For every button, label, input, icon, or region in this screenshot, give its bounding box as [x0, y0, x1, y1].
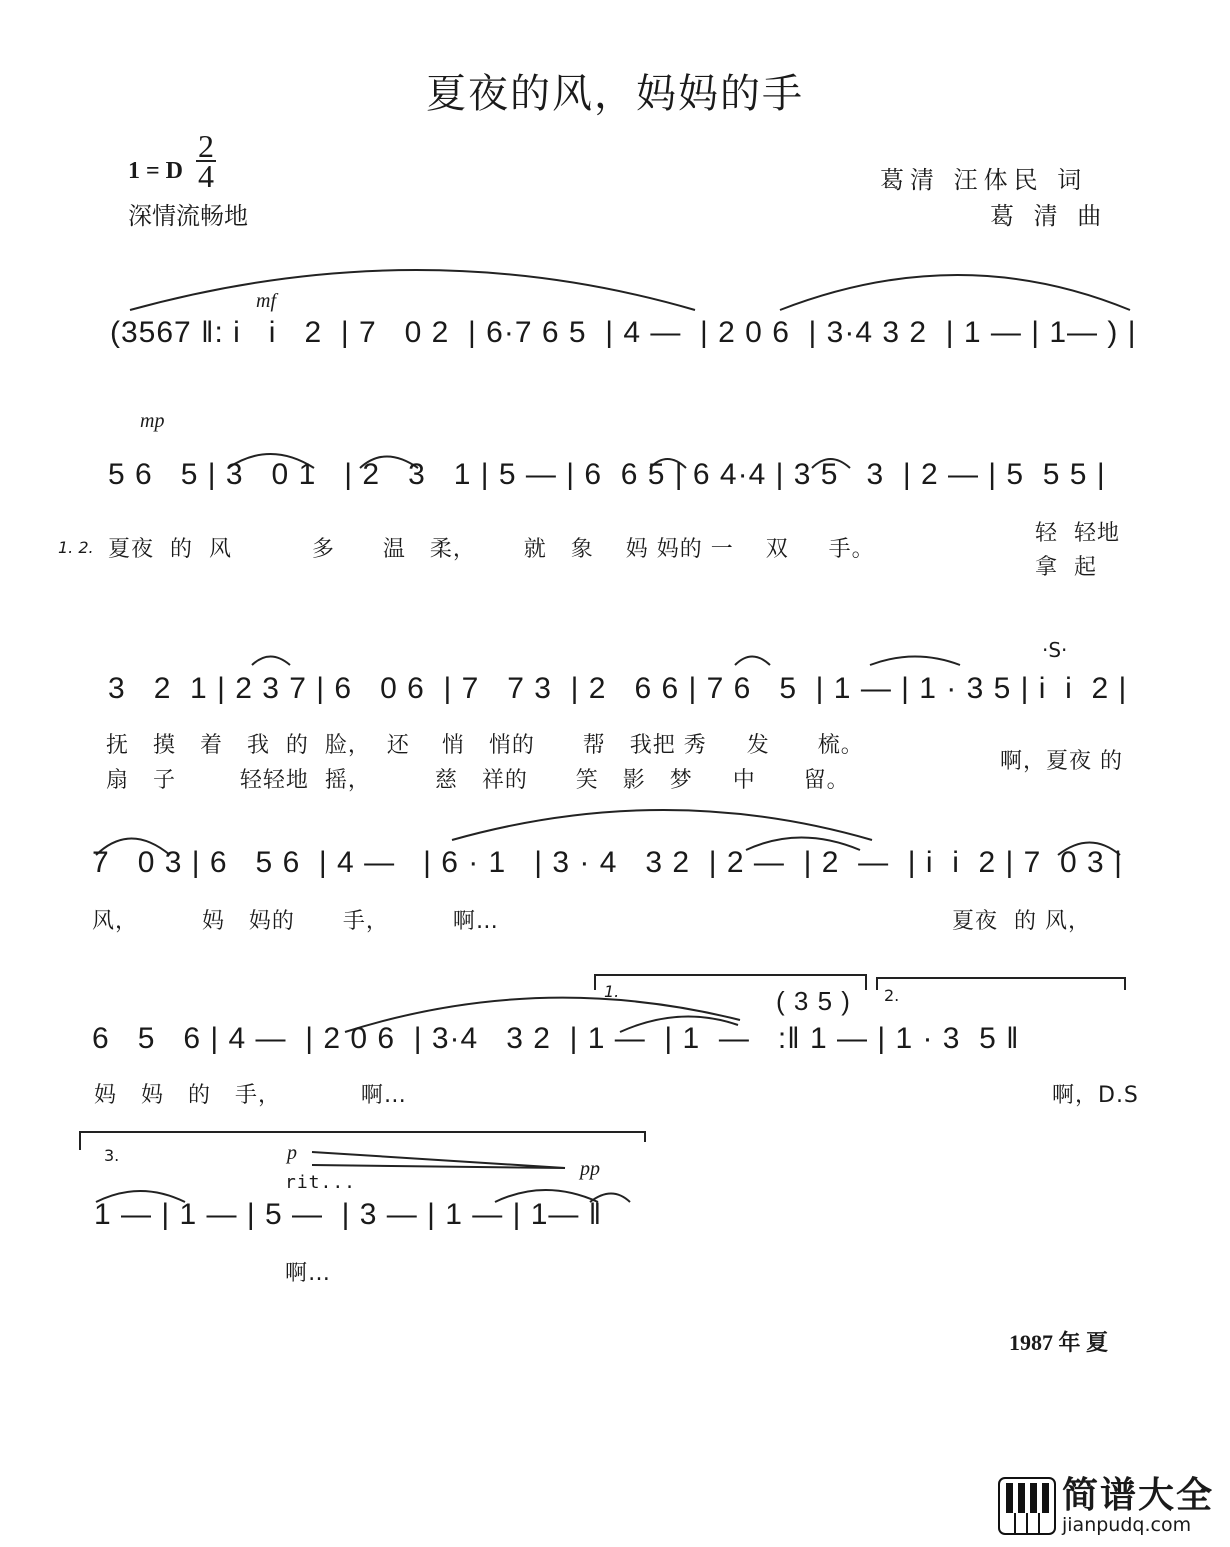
tempo-marking: 深情流畅地: [128, 202, 248, 230]
diminuendo-hairpin: [312, 1152, 565, 1168]
slur-intro: [130, 270, 695, 310]
staff-line-3: 3 2 1 | 2 3 7 | 6 0 6 | 7 7 3 | 2 6 6 | 7 6 5 | 1 — | 1 · 3 5 | i i 2 |: [108, 672, 1128, 705]
staff-line-2: 5 6 5 | 3 0 1 | 2 3 1 | 5 — | 6 6 5 | 6 4·4 | 3 5 3 | 2 — | 5 5 5 |: [108, 458, 1106, 491]
slur-l4-b: [452, 810, 872, 840]
composition-date: 1987 年 夏: [1008, 1330, 1108, 1355]
slur-l3-b: [735, 657, 770, 666]
verse-number: 1. 2.: [58, 538, 94, 557]
time-signature-bottom: 4: [198, 158, 214, 194]
volta-3: [80, 1132, 645, 1150]
lyrics-line-2-verse2-end: 拿 起: [1035, 555, 1097, 580]
staff-line-5: 6 5 6 | 4 — | 2 0 6 | 3·4 3 2 | 1 — | 1 — :‖ 1 — | 1 · 3 5 ‖: [92, 1022, 1020, 1055]
dynamic-mp: mp: [140, 410, 165, 432]
volta-1-label: 1.: [604, 982, 620, 1001]
dynamic-pp: pp: [580, 1158, 600, 1180]
piano-keys-icon: [998, 1477, 1056, 1535]
lyrics-line-2: 夏夜 的 风 多 温 柔， 就 象 妈 妈的 一 双 手。: [108, 537, 875, 562]
volta-2-label: 2.: [884, 986, 900, 1005]
time-signature-top: 2: [198, 128, 214, 164]
slur-l3-a: [252, 657, 290, 666]
ritardando-marking: rit...: [285, 1172, 357, 1193]
composer-credit: 葛 清 曲: [990, 202, 1108, 230]
dynamic-p: p: [287, 1142, 297, 1164]
staff-line-4: 7 0 3 | 6 5 6 | 4 — | 6 · 1 | 3 · 4 3 2 | 2 — | 2 — | i i 2 | 7 0 3 |: [92, 846, 1123, 879]
slur-intro-end: [780, 275, 1130, 310]
segno-sign: ·S·: [1042, 638, 1068, 662]
logo-url[interactable]: jianpudq.com: [1062, 1514, 1192, 1536]
volta-3-label: 3.: [104, 1146, 120, 1165]
dynamic-mf: mf: [256, 290, 276, 312]
lyrics-line-5: 妈 妈 的 手， 啊…: [94, 1083, 407, 1108]
lyrics-line-4-chorus: 夏夜 的 风，: [952, 909, 1091, 934]
lyrics-line-2-verse1-end: 轻 轻地: [1035, 521, 1120, 546]
slur-l3-c: [870, 657, 960, 666]
staff-line-6: 1 — | 1 — | 5 — | 3 — | 1 — | 1— ‖: [94, 1198, 603, 1231]
lyrics-line-3-verse1: 抚 摸 着 我 的 脸， 还 悄 悄的 帮 我把 秀 发 梳。: [106, 733, 864, 758]
volta-2: [877, 978, 1125, 990]
lyrics-line-5-ds: 啊，D.S: [1052, 1083, 1139, 1108]
site-logo[interactable]: [998, 1473, 1224, 1539]
staff-line-1: (3567 ‖: i i 2 | 7 0 2 | 6·7 6 5 | 4 — | 2 0 6 | 3·4 3 2 | 1 — | 1— ) |: [110, 316, 1137, 349]
lyrics-line-6: 啊…: [285, 1261, 332, 1286]
key-signature: 1 = D: [128, 158, 184, 184]
lyricist-credit: 葛清 汪体民 词: [880, 166, 1088, 194]
logo-name: 简谱大全: [1062, 1475, 1215, 1516]
lyrics-line-4: 风， 妈 妈的 手， 啊…: [92, 909, 499, 934]
parenthetical-notes: ( 3 5 ): [776, 986, 851, 1016]
lyrics-line-3-chorus: 啊，夏夜 的: [1000, 749, 1123, 774]
song-title: 夏夜的风，妈妈的手: [426, 71, 804, 117]
lyrics-line-3-verse2: 扇 子 轻轻地 摇， 慈 祥的 笑 影 梦 中 留。: [106, 768, 850, 793]
